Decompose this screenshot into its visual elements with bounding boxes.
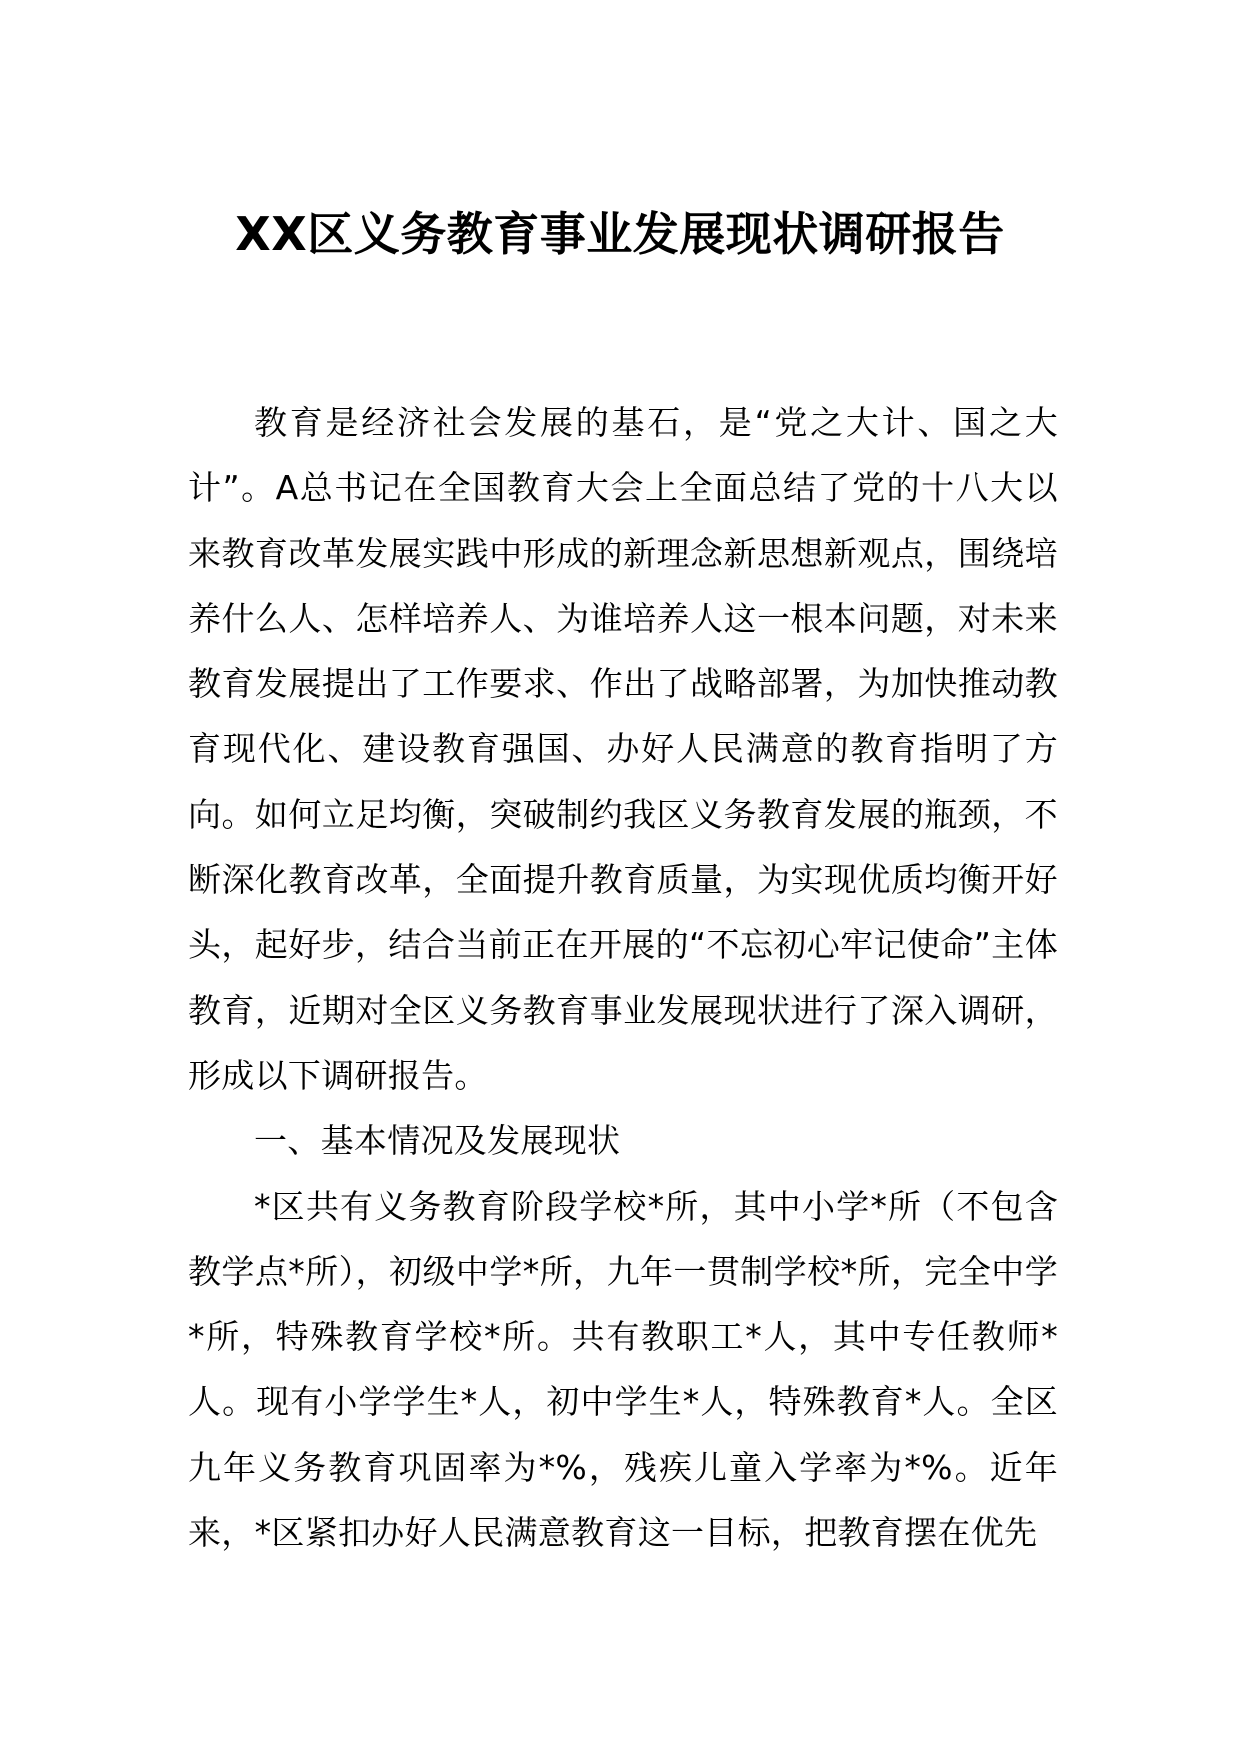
document-body	[188, 390, 1058, 1565]
document-title: XX区义务教育事业发展现状调研报告	[235, 207, 1005, 261]
section-heading: 一、基本情况及发展现状	[254, 1121, 621, 1161]
intro-paragraph: 教育是经济社会发展的基石，是“党之大计、国之大计”。A总书记在全国教育大会上全面总结了党的十八大以来教育改革发展实践中形成的新理念新思想新观点，围绕培养什么人、怎样培养人、为谁培养人这一根本问题，对未来教育发展提出了工作要求、作出了战略部署，为加快推动教育现代化、建设教育强国、办好人民满意的教育指明了方向。如何立足均衡，突破制约我区义务教育发展的瓶颈，不断深化教育改革，全面提升教育质量，为实现优质均衡开好头，起好步，结合当前正在开展的“不忘初心牢记使命”主体教育，近期对全区义务教育事业发展现状进行了深入调研，形成以下调研报告。	[188, 403, 1058, 1095]
basic-info-paragraph: *区共有义务教育阶段学校*所，其中小学*所（不包含教学点*所），初级中学*所，九年一贯制学校*所，完全中学*所，特殊教育学校*所。共有教职工*人，其中专任教师*人。现有小学学生*人，初中学生*人，特殊教育*人。全区九年义务教育巩固率为*%，残疾儿童入学率为*%。近年来，*区紧扣办好人民满意教育这一目标，把教育摆在优先	[188, 1186, 1058, 1553]
